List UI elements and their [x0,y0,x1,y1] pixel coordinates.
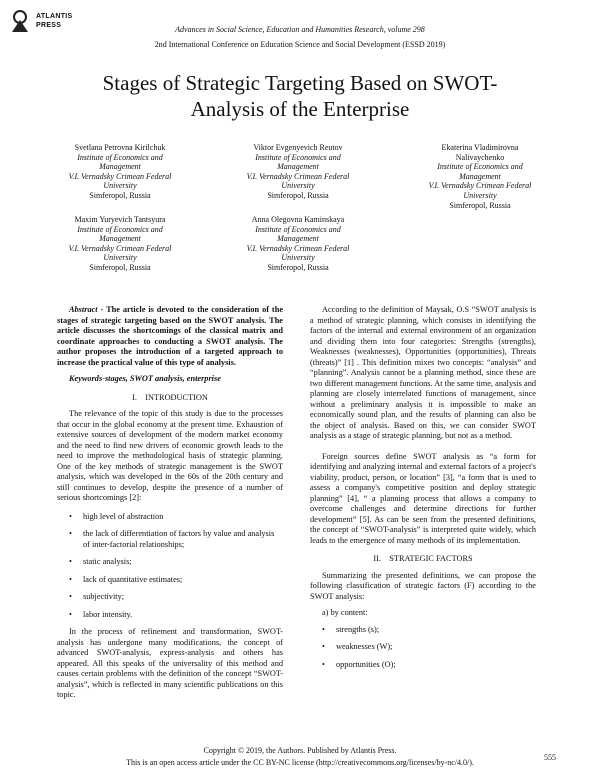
title-line-2: Analysis of the Enterprise [190,97,410,121]
author-name: Maxim Yuryevich Tantsyura [74,215,166,224]
paper-title [60,70,540,122]
author-name: Ekaterina Vladimirovna Nalivaychenko [441,143,519,162]
paragraph: According to the definition of Maysak, O.S “SWOT analysis is a method of strategic planning, which consists in identifying the factors of the internal and external environment of an organization and dividing them into four categories: Strengths (strengths), Weaknesses (weaknesses), Opportunities (opportunities), Threats (threats)” [1] . This definition mixes two concepts: “analysis” and “planning”. Analysis cannot be a planning method, since these are two different management functions. At the same time, analysis and planning are closely interrelated functions of management, since without a preliminary analysis it is impossible to make an economically sound plan, and the results of planning can also be the object of analysis. Based on this, we can consider SWOT analysis as a stage of strategic planning, but not as a method. [310,305,536,440]
author-affiliation: V.I. Vernadsky Crimean Federal [68,243,172,253]
author-block [45,215,195,273]
author-affiliation: University [463,190,497,200]
list-item: • weaknesses (W); [310,642,536,653]
author-city: Simferopol, Russia [89,262,151,272]
author-affiliation: V.I. Vernadsky Crimean Federal [68,171,172,181]
author-affiliation: Institute of Economics and [255,152,341,162]
abstract-text: - The article is devoted to the consideration of the stages of strategic targeting based on the SWOT analysis. The article discusses the shortcomings of the classical matrix and coordinate approaches to conducting a SWOT analysis. The author proposes the introduction of a targeted approach to increase the practical value of this type of analysis. [57,305,283,367]
list-item: • high level of abstraction [57,512,283,523]
author-name: Viktor Evgenyevich Reutov [253,143,343,152]
list-item: • strengths (s); [310,625,536,636]
author-affiliation: Management [277,234,319,244]
section-heading-introduction: I. INTRODUCTION [132,392,208,402]
keywords: Keywords-stages, SWOT analysis, enterprise [69,374,221,383]
abstract [57,305,283,368]
author-name: Svetlana Petrovna Kirilchuk [74,143,166,152]
section-heading-strategic-factors: II. STRATEGIC FACTORS [373,554,473,563]
list-item: • static analysis; [57,557,283,568]
logo-line-1: ATLANTIS [36,13,73,20]
author-block [404,143,556,210]
author-affiliation: Management [99,234,141,244]
title-line-1: Stages of Strategic Targeting Based on SWOT- [102,71,498,95]
paragraph: Summarizing the presented definitions, we can propose the following classification of strategic factors (F) according to the SWOT analysis: [310,570,536,601]
author-city: Simferopol, Russia [267,262,329,272]
paragraph: Foreign sources define SWOT analysis as “a form for identifying and analyzing internal and external factors of a project's viability, product, person, or location” [3], “a form that is used to assess a company's competitive position and deploy strategic planning” [4], “ a planning process that allows a company to overcome challenges and determine directions for further development” [5]. As can be seen from the presented definitions, the concept of “SWOT-analysis” is interpreted quite widely, which leads to the emergence of many methods of its implementation. [310,451,536,545]
author-affiliation: Institute of Economics and [77,152,163,162]
author-city: Simferopol, Russia [449,200,511,210]
conference-header: 2nd International Conference on Education Science and Social Development (ESSD 2019) [154,40,446,49]
paragraph: In the process of refinement and transformation, SWOT-analysis has undergone many modifications, the concept of advanced SWOT-analysis, express-analysis and others has appeared. All this speaks of the universality of this method and causes certain problems with the definition of the concept “SWOT-analysis”, which is reflected in many scientific publications on this topic. [57,627,283,699]
list-item: • opportunities (O); [310,660,536,671]
paragraph: The relevance of the topic of this study is due to the processes that occur in the global economy at the present time. Exhaustion of extensive sources of development of the modern market economy and the need to find new drivers of economic growth leads to the need to improve the methodological basis of strategic planning. One of the key methods of strategic management is the SWOT analysis, which was developed in the 60s of the 20th century and still continues to develop, despite the presence of a number of serious shortcomings [2]: [57,409,283,502]
footer-copyright: Copyright © 2019, the Authors. Published by Atlantis Press. [203,746,397,755]
series-header: Advances in Social Science, Education and Humanities Research, volume 298 [175,25,425,34]
author-affiliation: Institute of Economics and [255,224,341,234]
author-block [223,143,373,201]
left-column [57,305,283,701]
author-affiliation: Institute of Economics and [437,162,523,172]
author-affiliation: Management [99,162,141,172]
author-affiliation: University [281,253,315,263]
author-affiliation: Management [277,162,319,172]
shortcomings-list [57,512,283,621]
factors-list [310,625,536,671]
author-block [223,215,373,273]
author-block [45,143,195,201]
author-affiliation: Management [459,171,501,181]
author-city: Simferopol, Russia [267,190,329,200]
author-city: Simferopol, Russia [89,190,151,200]
right-column [310,305,536,677]
list-item: • labor intensity. [57,610,283,621]
logo-line-2: PRESS [36,22,62,29]
list-item: • subjectivity; [57,592,283,603]
author-affiliation: V.I. Vernadsky Crimean Federal [246,243,350,253]
abstract-label: Abstract [69,305,98,314]
author-affiliation: University [103,253,137,263]
author-name: Anna Olegovna Kaminskaya [251,215,345,224]
author-affiliation: V.I. Vernadsky Crimean Federal [428,181,532,191]
page-number: 555 [544,753,556,762]
author-affiliation: Institute of Economics and [77,224,163,234]
author-affiliation: University [281,181,315,191]
paragraph: a) by content: [322,608,368,617]
author-affiliation: University [103,181,137,191]
footer-license: This is an open access article under the CC BY-NC license (http://creativecommons.org/licenses/by-nc/4.0/). [126,758,474,767]
list-item: • the lack of differentiation of factors by value and analysis of inter-factorial relationships; [57,529,283,550]
author-affiliation: V.I. Vernadsky Crimean Federal [246,171,350,181]
list-item: • lack of quantitative estimates; [57,575,283,586]
